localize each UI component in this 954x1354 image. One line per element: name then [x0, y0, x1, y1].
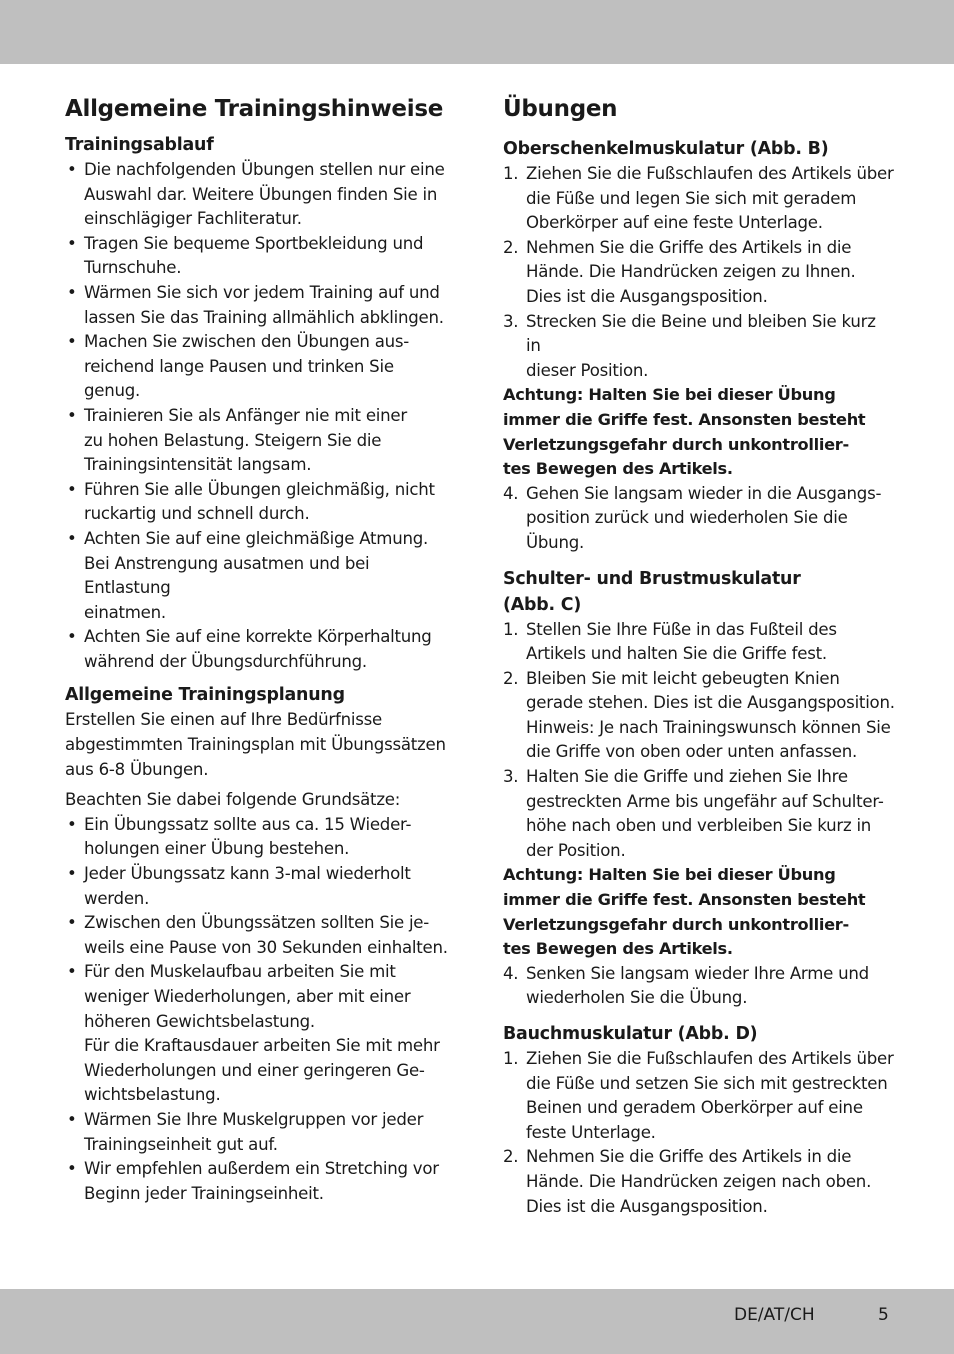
text-line: Strecken Sie die Beine und bleiben Sie kurz in: [526, 311, 876, 356]
text-line: Turnschuhe.: [84, 258, 182, 278]
text-line: Führen Sie alle Übungen gleichmäßig, nicht: [84, 479, 435, 499]
text-line: weniger Wiederholungen, aber mit einer: [84, 987, 411, 1006]
text-line: wichtsbelastung.: [84, 1085, 221, 1105]
text-line: Wiederholungen und einer geringeren Ge-: [84, 1060, 425, 1080]
text-line: Hände. Die Handrücken zeigen nach oben.: [526, 1171, 872, 1191]
shoulder-steps: [503, 618, 895, 864]
section-title-exercises: Übungen: [503, 96, 618, 122]
text-line: Achtung: Halten Sie bei dieser Übung: [503, 865, 836, 885]
text-line: Ziehen Sie die Fußschlaufen des Artikels über: [526, 1049, 894, 1068]
text-line: Achten Sie auf eine gleichmäßige Atmung.: [84, 528, 429, 548]
text-line: dieser Position.: [526, 360, 649, 380]
text-line: position zurück und wiederholen Sie die: [526, 508, 848, 528]
text-line: Beinen und geradem Oberkörper auf eine: [526, 1098, 863, 1118]
text-line: einschlägiger Fachliteratur.: [84, 209, 302, 229]
list-item: [65, 404, 450, 478]
thigh-steps-after: [503, 482, 895, 556]
heading-training-procedure: Trainingsablauf: [65, 135, 214, 155]
text-line: Verletzungsgefahr durch unkontrollier-: [503, 914, 849, 934]
text-line: lassen Sie das Training allmählich abklingen.: [84, 307, 444, 327]
text-line: gestreckten Arme bis ungefähr auf Schulter-: [526, 791, 884, 811]
text-line: Achten Sie auf eine korrekte Körperhaltung: [84, 627, 432, 647]
text-line: aus 6-8 Übungen.: [65, 759, 209, 779]
step-number: 3.: [503, 767, 519, 787]
list-item: [65, 232, 450, 281]
list-item: [65, 281, 450, 330]
thigh-warning: [503, 383, 895, 481]
text-line: Jeder Übungssatz kann 3-mal wiederholt: [84, 864, 411, 884]
step-item: [503, 236, 895, 310]
step-item: [503, 765, 895, 863]
text-line: der Position.: [526, 840, 626, 860]
list-item: [65, 813, 450, 862]
text-line: Wärmen Sie Ihre Muskelgruppen vor jeder: [84, 1109, 424, 1129]
list-item: [65, 911, 450, 960]
text-line: Hände. Die Handrücken zeigen zu Ihnen.: [526, 262, 856, 282]
text-line: Die nachfolgenden Übungen stellen nur eine: [84, 160, 445, 179]
text-line: Beginn jeder Trainingseinheit.: [84, 1183, 324, 1203]
list-item: [65, 862, 450, 911]
text-line: Oberkörper auf eine feste Unterlage.: [526, 213, 823, 233]
planning-intro: [65, 708, 450, 782]
step-number: 4.: [503, 483, 519, 503]
text-line: die Füße und legen Sie sich mit geradem: [526, 188, 857, 208]
text-line: reichend lange Pausen und trinken Sie genug.: [84, 356, 394, 401]
step-item: [503, 310, 895, 384]
shoulder-steps-after: [503, 962, 895, 1011]
text-line: Wir empfehlen außerdem ein Stretching vor: [84, 1159, 439, 1179]
list-item: [65, 478, 450, 527]
text-line: einatmen.: [84, 602, 166, 622]
list-item: [65, 625, 450, 674]
text-line: Ein Übungssatz sollte aus ca. 15 Wieder-: [84, 814, 412, 834]
step-item: [503, 1145, 895, 1219]
text-line: werden.: [84, 888, 150, 908]
step-item: [503, 667, 895, 765]
step-number: 3.: [503, 311, 519, 331]
planning-principles: Beachten Sie dabei folgende Grundsätze:: [65, 790, 401, 810]
text-line: tes Bewegen des Artikels.: [503, 459, 733, 479]
step-item: [503, 482, 895, 556]
text-line: Gehen Sie langsam wieder in die Ausgangs-: [526, 483, 882, 503]
text-line: Auswahl dar. Weitere Übungen finden Sie in: [84, 184, 438, 204]
step-item: [503, 962, 895, 1011]
heading-thigh-muscles: Oberschenkelmuskulatur (Abb. B): [503, 139, 829, 159]
text-line: wiederholen Sie die Übung.: [526, 988, 748, 1008]
text-line: Schulter- und Brustmuskulatur: [503, 568, 801, 589]
text-line: abgestimmten Trainingsplan mit Übungssätzen: [65, 735, 446, 755]
text-line: Verletzungsgefahr durch unkontrollier-: [503, 434, 849, 454]
text-line: Bleiben Sie mit leicht gebeugten Knien: [526, 668, 840, 688]
text-line: Übung.: [526, 532, 585, 552]
text-line: Hinweis: Je nach Trainingswunsch können Sie: [526, 717, 891, 737]
text-line: Halten Sie die Griffe und ziehen Sie Ihre: [526, 767, 848, 787]
text-line: Senken Sie langsam wieder Ihre Arme und: [526, 963, 869, 983]
step-item: [503, 162, 895, 236]
abdominal-steps: [503, 1047, 895, 1219]
text-line: die Füße und setzen Sie sich mit gestreckten: [526, 1073, 888, 1093]
list-item: [65, 158, 450, 232]
step-number: 1.: [503, 1049, 519, 1068]
text-line: höhe nach oben und verbleiben Sie kurz in: [526, 816, 872, 836]
text-line: Machen Sie zwischen den Übungen aus-: [84, 332, 410, 352]
text-line: Dies ist die Ausgangsposition.: [526, 1196, 768, 1216]
header-bar: [0, 0, 954, 64]
text-line: feste Unterlage.: [526, 1122, 656, 1142]
text-line: Trainingseinheit gut auf.: [84, 1134, 278, 1154]
text-line: Wärmen Sie sich vor jedem Training auf und: [84, 282, 440, 302]
text-line: immer die Griffe fest. Ansonsten besteht: [503, 409, 866, 429]
text-line: Trainingsintensität langsam.: [84, 455, 312, 475]
text-line: Achtung: Halten Sie bei dieser Übung: [503, 385, 836, 405]
step-item: [503, 618, 895, 667]
step-item: [503, 1047, 895, 1145]
text-line: Bei Anstrengung ausatmen und bei Entlastung: [84, 553, 370, 598]
text-line: Nehmen Sie die Griffe des Artikels in die: [526, 1147, 852, 1167]
right-column: [503, 92, 895, 1219]
left-column: [65, 92, 450, 1206]
heading-abdominal: Bauchmuskulatur (Abb. D): [503, 1024, 758, 1044]
list-item: [65, 1157, 450, 1206]
step-number: 2.: [503, 668, 519, 688]
step-number: 1.: [503, 619, 519, 639]
step-number: 1.: [503, 164, 519, 183]
footer-region-label: DE/AT/CH: [734, 1305, 815, 1325]
text-line: die Griffe von oben oder unten anfassen.: [526, 742, 858, 762]
text-line: Tragen Sie bequeme Sportbekleidung und: [84, 233, 424, 253]
text-line: (Abb. C): [503, 594, 582, 615]
text-line: zu hohen Belastung. Steigern Sie die: [84, 430, 382, 450]
text-line: gerade stehen. Dies ist die Ausgangsposition.: [526, 693, 895, 713]
heading-shoulder-chest: [503, 566, 895, 618]
step-number: 4.: [503, 963, 519, 983]
section-title-general: Allgemeine Trainingshinweise: [65, 96, 444, 122]
list-item: [65, 1108, 450, 1157]
text-line: während der Übungsdurchführung.: [84, 651, 367, 671]
text-line: Zwischen den Übungssätzen sollten Sie je-: [84, 913, 430, 933]
text-line: Stellen Sie Ihre Füße in das Fußteil des: [526, 619, 837, 639]
text-line: ruckartig und schnell durch.: [84, 504, 310, 524]
text-line: Nehmen Sie die Griffe des Artikels in die: [526, 237, 852, 257]
text-line: Ziehen Sie die Fußschlaufen des Artikels über: [526, 164, 894, 183]
text-line: immer die Griffe fest. Ansonsten besteht: [503, 890, 866, 910]
list-item: [65, 960, 450, 1108]
shoulder-warning: [503, 863, 895, 961]
procedure-list: [65, 158, 450, 674]
page-number: 5: [878, 1305, 889, 1325]
text-line: Trainieren Sie als Anfänger nie mit einer: [84, 405, 407, 425]
text-line: weils eine Pause von 30 Sekunden einhalten.: [84, 937, 448, 957]
thigh-steps: [503, 162, 895, 383]
text-line: tes Bewegen des Artikels.: [503, 939, 733, 959]
text-line: höheren Gewichtsbelastung.: [84, 1011, 315, 1031]
heading-training-planning: Allgemeine Trainingsplanung: [65, 685, 345, 706]
step-number: 2.: [503, 237, 519, 257]
text-line: Für die Kraftausdauer arbeiten Sie mit mehr: [84, 1036, 440, 1056]
text-line: Erstellen Sie einen auf Ihre Bedürfnisse: [65, 710, 382, 730]
text-line: Artikels und halten Sie die Griffe fest.: [526, 644, 827, 664]
text-line: Für den Muskelaufbau arbeiten Sie mit: [84, 962, 396, 982]
step-number: 2.: [503, 1147, 519, 1167]
text-line: Dies ist die Ausgangsposition.: [526, 286, 768, 306]
text-line: holungen einer Übung bestehen.: [84, 839, 350, 859]
principles-list: [65, 813, 450, 1207]
list-item: [65, 527, 450, 625]
list-item: [65, 330, 450, 404]
